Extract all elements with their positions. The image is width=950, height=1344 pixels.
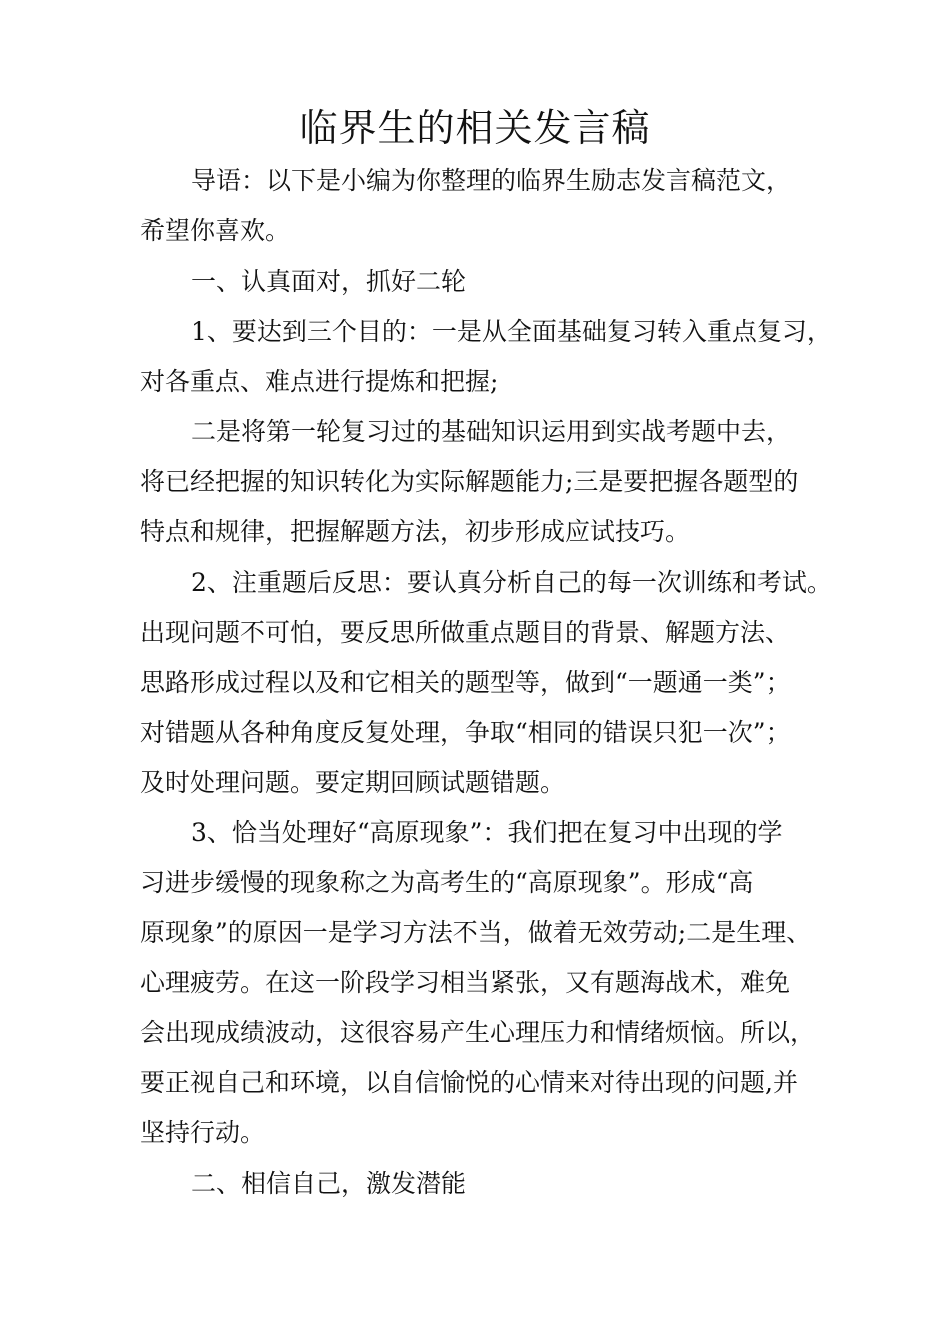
paragraph-line: 3、恰当处理好“高原现象”：我们把在复习中出现的学: [191, 818, 783, 847]
section-heading-2: 二、相信自己，激发潜能: [191, 1169, 467, 1198]
paragraph-line: 将已经把握的知识转化为实际解题能力;三是要把握各题型的: [140, 467, 799, 496]
paragraph-line: 原现象”的原因一是学习方法不当，做着无效劳动;二是生理、: [140, 918, 812, 947]
paragraph-line: 心理疲劳。在这一阶段学习相当紧张，又有题海战术，难免: [140, 968, 791, 997]
paragraph-line: 1、要达到三个目的：一是从全面基础复习转入重点复习，: [191, 317, 832, 346]
paragraph-line: 要正视自己和环境，以自信愉悦的心情来对待出现的问题,并: [140, 1068, 798, 1097]
intro-line-1: 导语：以下是小编为你整理的临界生励志发言稿范文，: [191, 166, 792, 195]
paragraph-line: 对各重点、难点进行提炼和把握;: [140, 367, 499, 396]
intro-line-2: 希望你喜欢。: [140, 216, 291, 245]
paragraph-line: 出现问题不可怕，要反思所做重点题目的背景、解题方法、: [140, 618, 791, 647]
paragraph-line: 习进步缓慢的现象称之为高考生的“高原现象”。形成“高: [140, 868, 754, 897]
paragraph-line: 及时处理问题。要定期回顾试题错题。: [140, 768, 566, 797]
paragraph-line: 坚持行动。: [140, 1118, 266, 1147]
paragraph-line: 二是将第一轮复习过的基础知识运用到实战考题中去，: [191, 417, 792, 446]
document-title: 临界生的相关发言稿: [299, 106, 651, 150]
paragraph-line: 2、注重题后反思：要认真分析自己的每一次训练和考试。: [191, 568, 832, 597]
paragraph-line: 会出现成绩波动，这很容易产生心理压力和情绪烦恼。所以，: [140, 1018, 816, 1047]
section-heading-1: 一、认真面对，抓好二轮: [191, 267, 467, 296]
paragraph-line: 特点和规律，把握解题方法，初步形成应试技巧。: [140, 517, 691, 546]
paragraph-line: 对错题从各种角度反复处理，争取“相同的错误只犯一次”；: [140, 718, 791, 747]
paragraph-line: 思路形成过程以及和它相关的题型等，做到“一题通一类”；: [140, 668, 791, 697]
